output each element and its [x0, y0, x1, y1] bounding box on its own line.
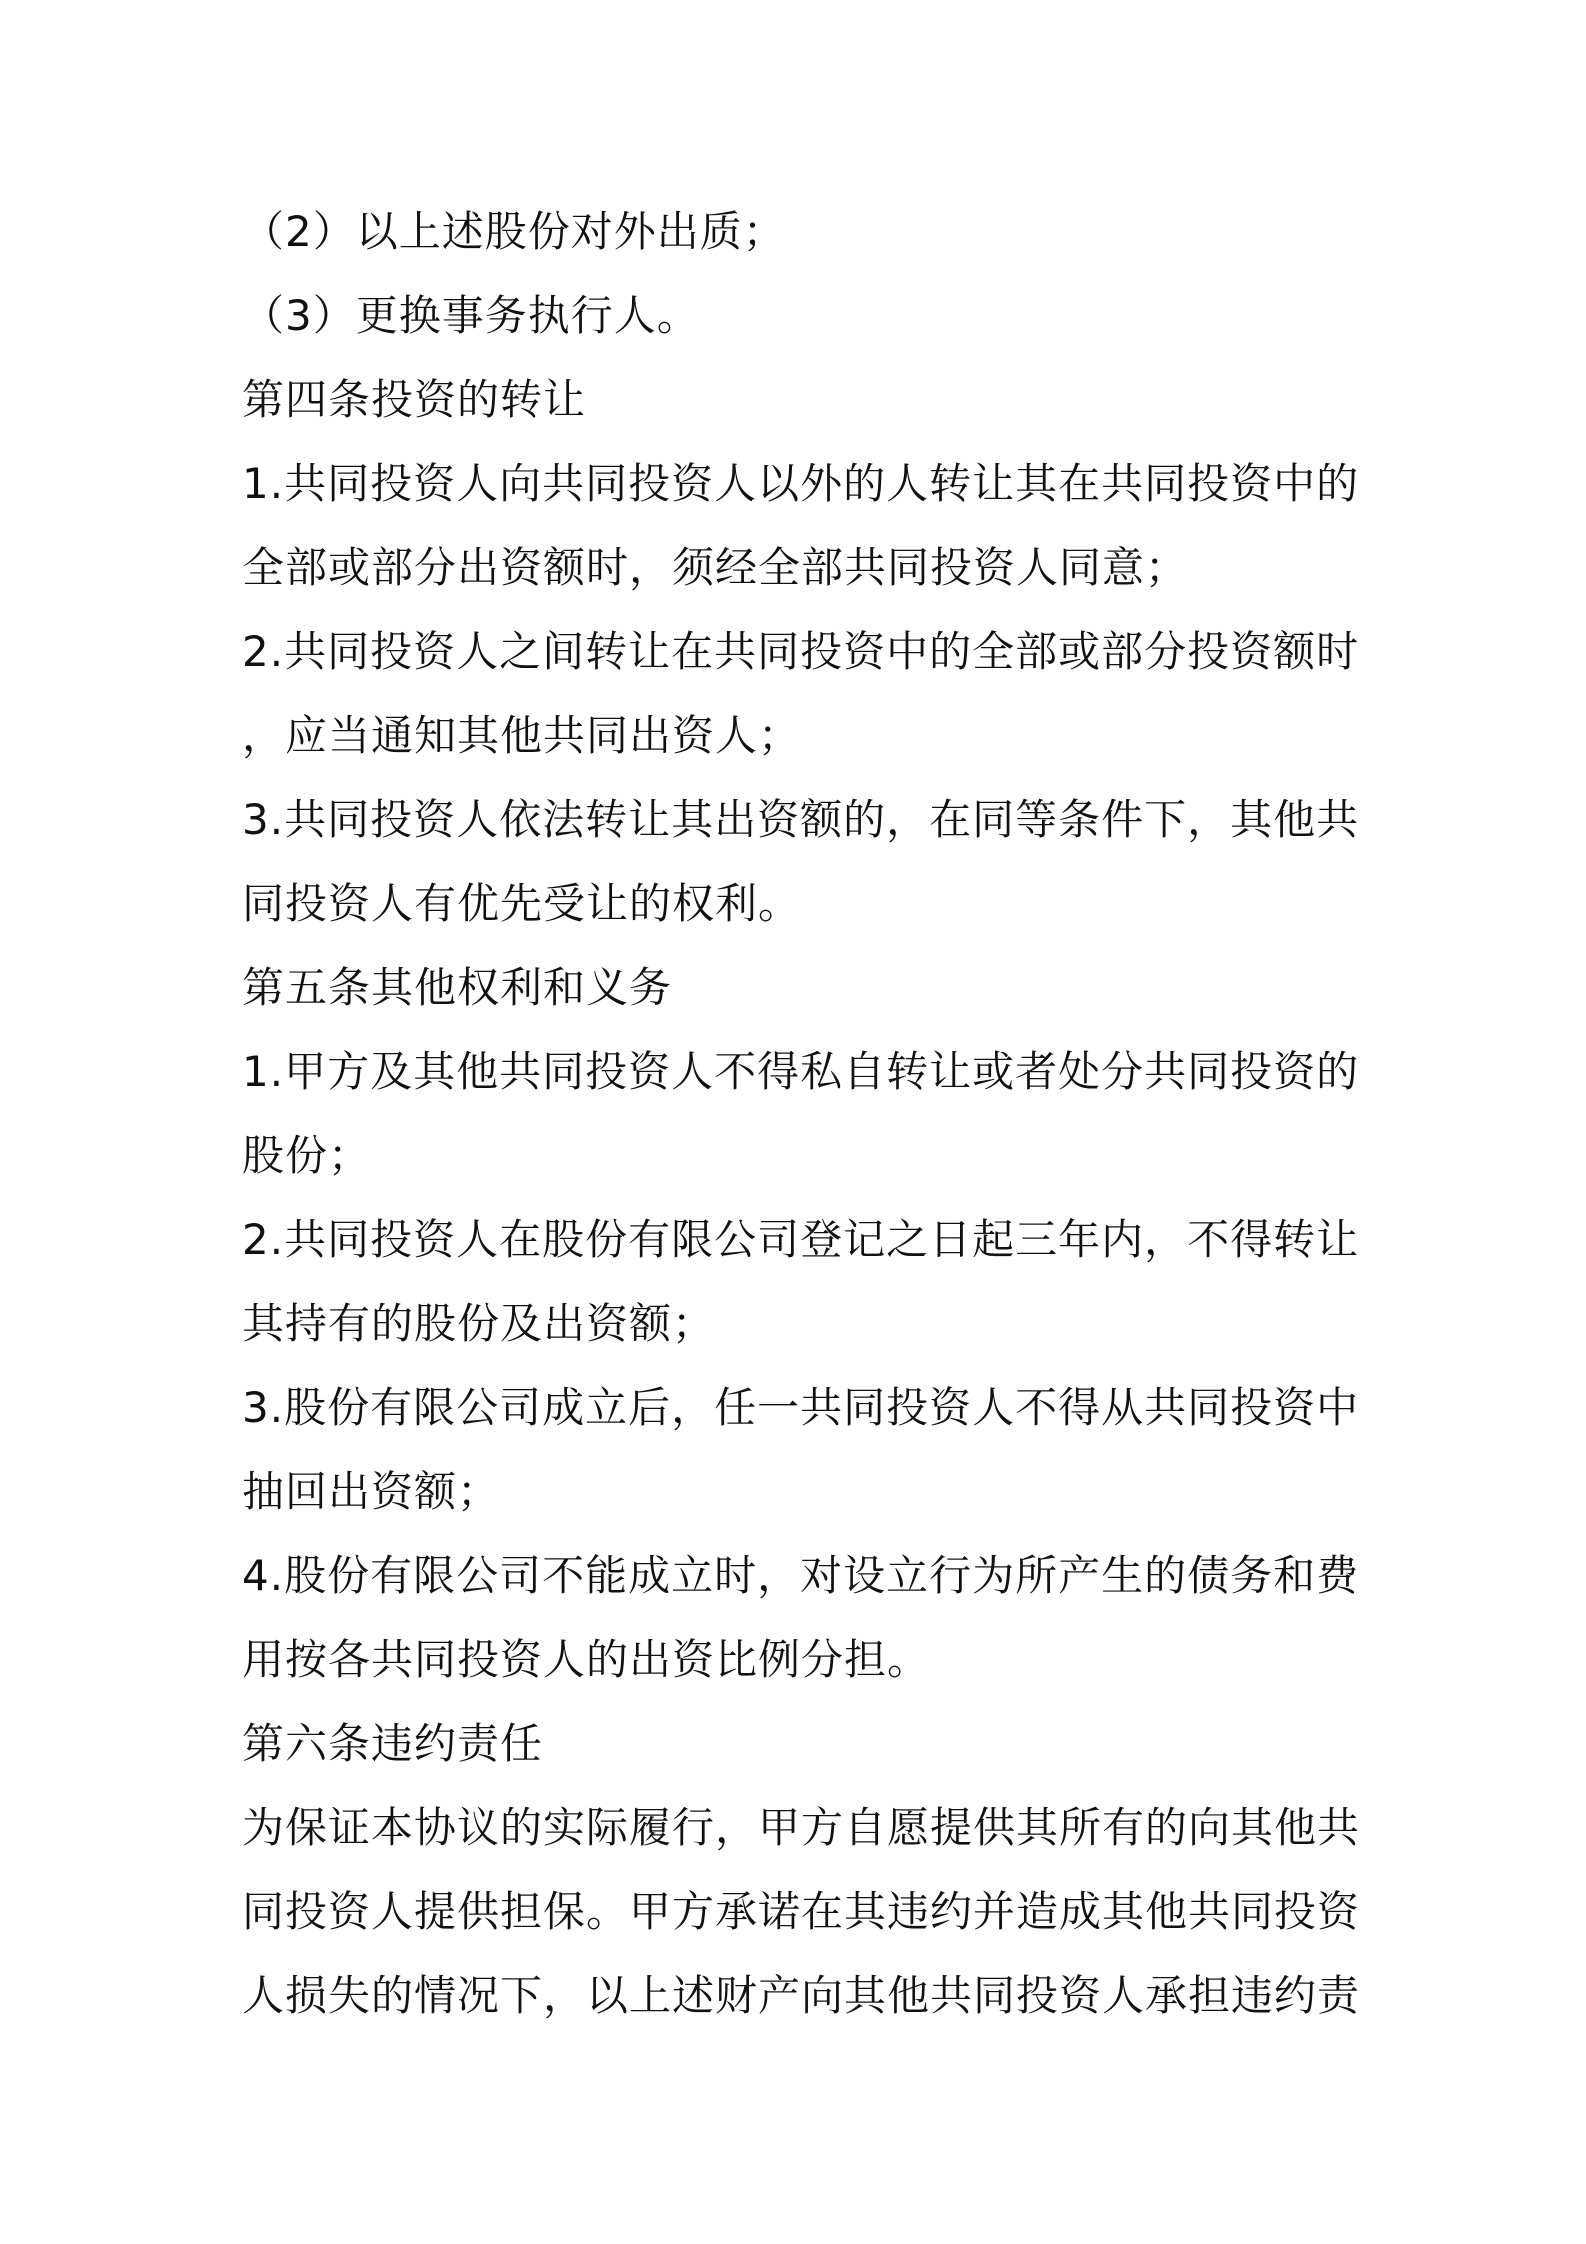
- article-5-item-1-line-1: 1.甲方及其他共同投资人不得私自转让或者处分共同投资的: [242, 1047, 1360, 1096]
- article-4-item-2-line-1: 2.共同投资人之间转让在共同投资中的全部或部分投资额时: [242, 627, 1360, 676]
- article-4-item-3-line-2: 同投资人有优先受让的权利。: [242, 879, 802, 928]
- clause-item-pledge: （2）以上述股份对外出质；: [242, 207, 786, 256]
- article-5-item-1-line-2: 股份；: [242, 1131, 372, 1180]
- article-5-item-3-line-1: 3.股份有限公司成立后，任一共同投资人不得从共同投资中: [242, 1383, 1360, 1432]
- article-5-heading: 第五条其他权利和义务: [242, 963, 673, 1012]
- article-6-paragraph-line-3: 人损失的情况下，以上述财产向其他共同投资人承担违约责: [242, 1971, 1361, 2020]
- article-5-item-4-line-1: 4.股份有限公司不能成立时，对设立行为所产生的债务和费: [242, 1551, 1360, 1600]
- document-body: [242, 190, 1362, 2038]
- article-4-item-1-line-1: 1.共同投资人向共同投资人以外的人转让其在共同投资中的: [242, 459, 1360, 508]
- article-5-item-4-line-2: 用按各共同投资人的出资比例分担。: [242, 1635, 931, 1684]
- clause-item-replace-executor: （3）更换事务执行人。: [242, 291, 700, 340]
- article-5-item-2-line-2: 其持有的股份及出资额；: [242, 1299, 716, 1348]
- article-4-item-2-line-2: ，应当通知其他共同出资人；: [242, 711, 802, 760]
- article-4-item-1-line-2: 全部或部分出资额时，须经全部共同投资人同意；: [242, 543, 1189, 592]
- article-6-heading: 第六条违约责任: [242, 1719, 544, 1768]
- article-6-paragraph-line-2: 同投资人提供担保。甲方承诺在其违约并造成其他共同投资: [242, 1887, 1361, 1936]
- article-5-item-3-line-2: 抽回出资额；: [242, 1467, 501, 1516]
- article-6-paragraph-line-1: 为保证本协议的实际履行，甲方自愿提供其所有的向其他共: [242, 1803, 1361, 1852]
- article-4-heading: 第四条投资的转让: [242, 375, 587, 424]
- article-4-item-3-line-1: 3.共同投资人依法转让其出资额的，在同等条件下，其他共: [242, 795, 1360, 844]
- article-5-item-2-line-1: 2.共同投资人在股份有限公司登记之日起三年内，不得转让: [242, 1215, 1360, 1264]
